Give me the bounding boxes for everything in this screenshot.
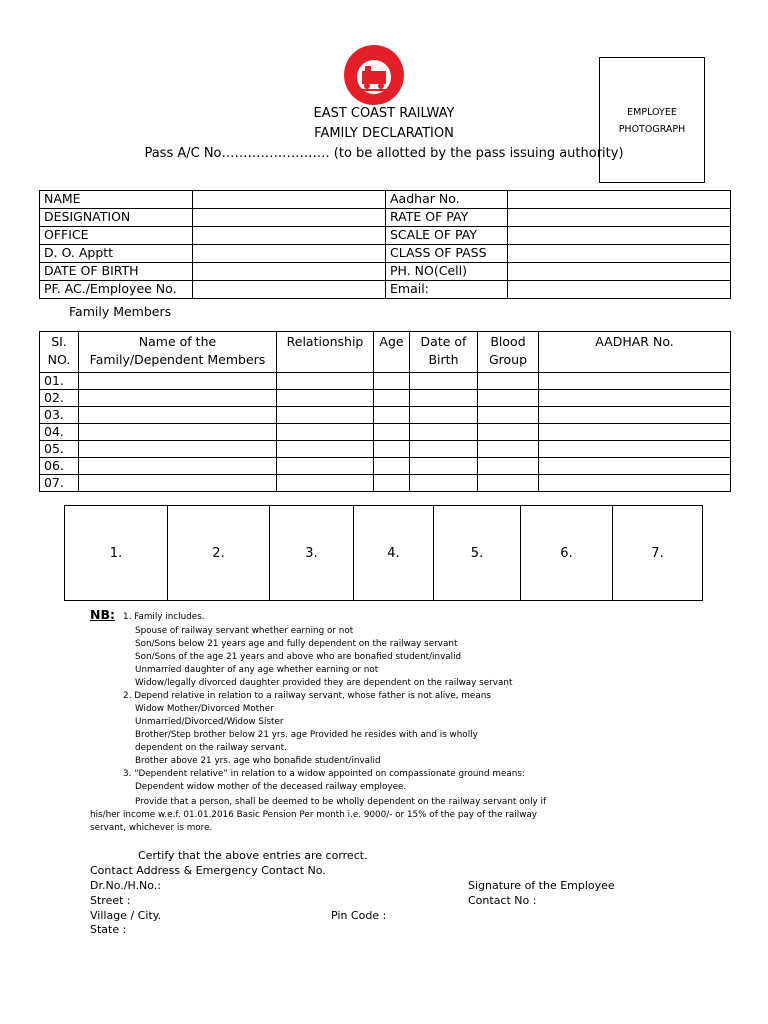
age-cell[interactable] xyxy=(374,441,410,458)
col-header-sl: SI. NO. xyxy=(40,332,79,373)
table-row xyxy=(40,263,731,281)
nb-line: Unmarried/Divorced/Widow Sister xyxy=(135,717,284,727)
nb-line: Brother/Step brother below 21 yrs. age Provided he resides with and is wholly xyxy=(135,730,478,740)
photo-slot[interactable]: 4. xyxy=(353,506,433,600)
dob-cell[interactable] xyxy=(410,458,478,475)
col-header-aadhar: AADHAR No. xyxy=(539,332,731,373)
member-name-cell[interactable] xyxy=(79,407,277,424)
field-label: OFFICE xyxy=(40,227,193,245)
dob-cell[interactable] xyxy=(410,441,478,458)
photo-slot[interactable]: 1. xyxy=(109,545,123,561)
aadhar-cell[interactable] xyxy=(539,373,731,390)
table-row xyxy=(40,373,731,390)
relationship-cell[interactable] xyxy=(277,458,374,475)
field-label: Email: xyxy=(386,281,508,299)
designation-field[interactable] xyxy=(193,209,386,227)
aadhar-cell[interactable] xyxy=(539,441,731,458)
member-name-cell[interactable] xyxy=(79,373,277,390)
photo-slot[interactable]: 7. xyxy=(612,506,702,600)
table-row xyxy=(40,191,731,209)
employee-info-table xyxy=(39,190,731,299)
nb-line: Widow Mother/Divorced Mother xyxy=(135,704,274,714)
field-label: Aadhar No. xyxy=(386,191,508,209)
certify-text: Certify that the above entries are correct. xyxy=(138,849,368,862)
state-label: State : xyxy=(90,923,127,936)
pf-account-field[interactable] xyxy=(193,281,386,299)
member-name-cell[interactable] xyxy=(79,475,277,492)
scale-of-pay-field[interactable] xyxy=(508,227,731,245)
nb-line: Dependent widow mother of the deceased railway employee. xyxy=(135,782,407,792)
door-number-label: Dr.No./H.No.: xyxy=(90,879,161,892)
table-row xyxy=(40,424,731,441)
aadhar-cell[interactable] xyxy=(539,407,731,424)
blood-group-cell[interactable] xyxy=(478,458,539,475)
contact-address-label: Contact Address & Emergency Contact No. xyxy=(90,864,326,877)
appointment-date-field[interactable] xyxy=(193,245,386,263)
age-cell[interactable] xyxy=(374,458,410,475)
nb-line: Son/Sons of the age 21 years and above who are bonafied student/invalid xyxy=(135,652,462,662)
col-header-dob: Date of Birth xyxy=(410,332,478,373)
indian-railways-logo xyxy=(343,44,405,106)
nb-line: Brother above 21 yrs. age who bonafide student/invalid xyxy=(135,756,381,766)
photo-slot[interactable]: 3. xyxy=(269,506,353,600)
blood-group-cell[interactable] xyxy=(478,441,539,458)
photo-label-2: PHOTOGRAPH xyxy=(618,124,686,135)
signature-label: Signature of the Employee xyxy=(468,879,615,892)
member-name-cell[interactable] xyxy=(79,390,277,407)
col-header-relationship: Relationship xyxy=(277,332,374,373)
row-number: 03. xyxy=(40,407,79,424)
field-label: CLASS OF PASS xyxy=(386,245,508,263)
row-number: 07. xyxy=(40,475,79,492)
table-row xyxy=(40,390,731,407)
dob-cell[interactable] xyxy=(410,424,478,441)
relationship-cell[interactable] xyxy=(277,373,374,390)
page-title: EAST COAST RAILWAY xyxy=(313,106,455,121)
photo-slot[interactable]: 6. xyxy=(520,506,612,600)
family-members-table xyxy=(39,331,731,492)
table-row xyxy=(40,458,731,475)
photo-label-1: EMPLOYEE xyxy=(627,107,677,118)
field-label: RATE OF PAY xyxy=(386,209,508,227)
row-number: 02. xyxy=(40,390,79,407)
age-cell[interactable] xyxy=(374,424,410,441)
blood-group-cell[interactable] xyxy=(478,407,539,424)
dob-cell[interactable] xyxy=(410,407,478,424)
col-header-age: Age xyxy=(374,332,410,373)
blood-group-cell[interactable] xyxy=(478,373,539,390)
relationship-cell[interactable] xyxy=(277,424,374,441)
nb-line: Provide that a person, shall be deemed to be wholly dependent on the railway servant only if xyxy=(135,797,547,807)
contact-number-label: Contact No : xyxy=(468,894,537,907)
blood-group-cell[interactable] xyxy=(478,424,539,441)
pass-account-line: Pass A/C No……………………. (to be allotted by the pass issuing authority) xyxy=(144,146,624,161)
aadhar-cell[interactable] xyxy=(539,458,731,475)
phone-field[interactable] xyxy=(508,263,731,281)
family-photo-slots xyxy=(64,505,703,601)
table-row xyxy=(40,475,731,492)
class-of-pass-field[interactable] xyxy=(508,245,731,263)
date-of-birth-field[interactable] xyxy=(193,263,386,281)
photo-slot[interactable]: 5. xyxy=(433,506,520,600)
nb-line: dependent on the railway servant. xyxy=(135,743,287,753)
nb-line: his/her income w.e.f. 01.01.2016 Basic Pension Per month i.e. 9000/- or 15% of the pay of the railway xyxy=(90,810,537,820)
nb-line: servant, whichever is more. xyxy=(90,823,213,833)
nb-label: NB: xyxy=(90,607,115,622)
age-cell[interactable] xyxy=(374,373,410,390)
rate-of-pay-field[interactable] xyxy=(508,209,731,227)
blood-group-cell[interactable] xyxy=(478,390,539,407)
relationship-cell[interactable] xyxy=(277,407,374,424)
dob-cell[interactable] xyxy=(410,475,478,492)
village-city-label: Village / City. xyxy=(90,909,162,922)
member-name-cell[interactable] xyxy=(79,441,277,458)
nb-line: Son/Sons below 21 years age and fully dependent on the railway servant xyxy=(135,639,458,649)
nb-line: Unmarried daughter of any age whether earning or not xyxy=(135,665,379,675)
field-label: SCALE OF PAY xyxy=(386,227,508,245)
col-header-name: Name of the Family/Dependent Members xyxy=(79,332,277,373)
row-number: 04. xyxy=(40,424,79,441)
page-subtitle: FAMILY DECLARATION xyxy=(314,126,454,141)
relationship-cell[interactable] xyxy=(277,441,374,458)
dob-cell[interactable] xyxy=(410,390,478,407)
nb-line: 3. “Dependent relative” in relation to a widow appointed on compassionate ground means: xyxy=(123,769,525,779)
field-label: D. O. Apptt xyxy=(40,245,193,263)
aadhar-cell[interactable] xyxy=(539,424,731,441)
table-row xyxy=(40,281,731,299)
member-name-cell[interactable] xyxy=(79,424,277,441)
field-label: NAME xyxy=(40,191,193,209)
aadhar-field[interactable] xyxy=(508,191,731,209)
nb-line: 1. Family includes. xyxy=(123,612,205,622)
age-cell[interactable] xyxy=(374,390,410,407)
field-label: DESIGNATION xyxy=(40,209,193,227)
pin-code-label: Pin Code : xyxy=(331,909,387,922)
field-label: PF. AC./Employee No. xyxy=(40,281,193,299)
table-row xyxy=(40,227,731,245)
age-cell[interactable] xyxy=(374,407,410,424)
photo-slot[interactable]: 2. xyxy=(167,506,269,600)
table-row xyxy=(40,441,731,458)
street-label: Street : xyxy=(90,894,131,907)
relationship-cell[interactable] xyxy=(277,475,374,492)
family-members-label: Family Members xyxy=(69,304,172,319)
office-field[interactable] xyxy=(193,227,386,245)
nb-line: Widow/legally divorced daughter provided they are dependent on the railway servant xyxy=(135,678,513,688)
nb-line: 2. Depend relative in relation to a railway servant, whose father is not alive, means xyxy=(123,691,491,701)
field-label: DATE OF BIRTH xyxy=(40,263,193,281)
row-number: 05. xyxy=(40,441,79,458)
table-header-row xyxy=(40,332,731,373)
dob-cell[interactable] xyxy=(410,373,478,390)
age-cell[interactable] xyxy=(374,475,410,492)
relationship-cell[interactable] xyxy=(277,390,374,407)
table-row xyxy=(40,407,731,424)
blood-group-cell[interactable] xyxy=(478,475,539,492)
col-header-blood-group: Blood Group xyxy=(478,332,539,373)
table-row xyxy=(40,245,731,263)
employee-photograph-box[interactable] xyxy=(599,57,705,183)
email-field[interactable] xyxy=(508,281,731,299)
field-label: PH. NO(Cell) xyxy=(386,263,508,281)
aadhar-cell[interactable] xyxy=(539,390,731,407)
table-row xyxy=(40,209,731,227)
nb-line: Spouse of railway servant whether earning or not xyxy=(135,626,354,636)
aadhar-cell[interactable] xyxy=(539,475,731,492)
row-number: 06. xyxy=(40,458,79,475)
name-field[interactable] xyxy=(193,191,386,209)
row-number: 01. xyxy=(40,373,79,390)
member-name-cell[interactable] xyxy=(79,458,277,475)
